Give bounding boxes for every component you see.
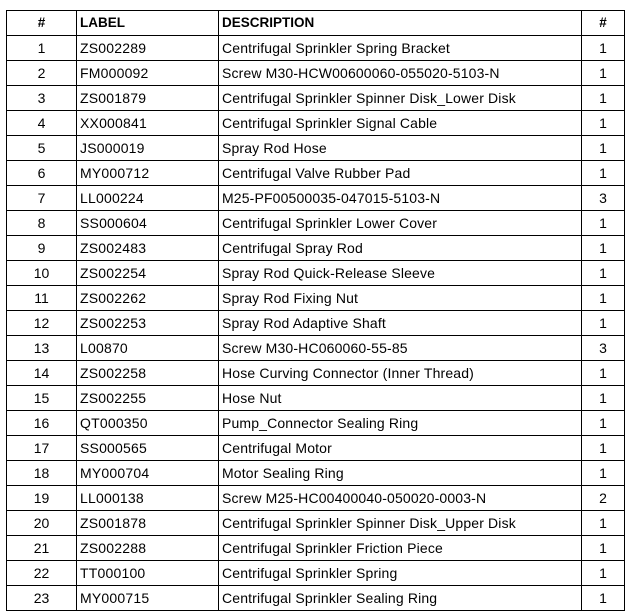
row-number: 17: [7, 436, 77, 461]
row-number: 14: [7, 361, 77, 386]
part-description: Centrifugal Sprinkler Spinner Disk_Lower Disk: [219, 86, 582, 111]
part-label: XX000841: [77, 111, 219, 136]
table-row: [7, 186, 625, 211]
table-row: [7, 411, 625, 436]
row-number: 18: [7, 461, 77, 486]
row-number: 12: [7, 311, 77, 336]
part-label: SS000565: [77, 436, 219, 461]
table-row: [7, 261, 625, 286]
table-row: [7, 336, 625, 361]
part-description: Spray Rod Adaptive Shaft: [219, 311, 582, 336]
part-label: ZS002483: [77, 236, 219, 261]
row-number: 7: [7, 186, 77, 211]
row-number: 19: [7, 486, 77, 511]
table-row: [7, 461, 625, 486]
table-header: [7, 11, 625, 36]
part-label: ZS002258: [77, 361, 219, 386]
row-number: 9: [7, 236, 77, 261]
table-row: [7, 286, 625, 311]
part-quantity: 1: [582, 311, 625, 336]
table-row: [7, 211, 625, 236]
row-number: 15: [7, 386, 77, 411]
part-label: QT000350: [77, 411, 219, 436]
part-quantity: 1: [582, 511, 625, 536]
row-number: 3: [7, 86, 77, 111]
part-description: Centrifugal Sprinkler Spring Bracket: [219, 36, 582, 61]
row-number: 8: [7, 211, 77, 236]
part-quantity: 1: [582, 111, 625, 136]
part-quantity: 3: [582, 336, 625, 361]
part-label: ZS002254: [77, 261, 219, 286]
part-label: ZS002288: [77, 536, 219, 561]
part-description: Centrifugal Sprinkler Lower Cover: [219, 211, 582, 236]
table-row: [7, 511, 625, 536]
table-row: [7, 161, 625, 186]
part-label: ZS001878: [77, 511, 219, 536]
part-label: JS000019: [77, 136, 219, 161]
part-description: Centrifugal Sprinkler Sealing Ring: [219, 586, 582, 611]
part-description: Motor Sealing Ring: [219, 461, 582, 486]
part-description: Centrifugal Sprinkler Friction Piece: [219, 536, 582, 561]
part-quantity: 1: [582, 561, 625, 586]
part-quantity: 1: [582, 211, 625, 236]
row-number: 16: [7, 411, 77, 436]
part-description: Centrifugal Sprinkler Signal Cable: [219, 111, 582, 136]
table-row: [7, 36, 625, 61]
parts-table: [6, 10, 625, 611]
part-description: Spray Rod Fixing Nut: [219, 286, 582, 311]
part-label: LL000138: [77, 486, 219, 511]
row-number: 5: [7, 136, 77, 161]
part-label: ZS002255: [77, 386, 219, 411]
part-description: Pump_Connector Sealing Ring: [219, 411, 582, 436]
part-description: Centrifugal Spray Rod: [219, 236, 582, 261]
part-quantity: 1: [582, 136, 625, 161]
part-quantity: 1: [582, 236, 625, 261]
part-label: ZS002253: [77, 311, 219, 336]
row-number: 13: [7, 336, 77, 361]
part-description: Centrifugal Sprinkler Spring: [219, 561, 582, 586]
part-label: TT000100: [77, 561, 219, 586]
part-description: Centrifugal Valve Rubber Pad: [219, 161, 582, 186]
row-number: 6: [7, 161, 77, 186]
table-row: [7, 486, 625, 511]
header-description: DESCRIPTION: [219, 11, 582, 36]
table-row: [7, 561, 625, 586]
part-quantity: 1: [582, 586, 625, 611]
part-quantity: 1: [582, 361, 625, 386]
table-row: [7, 61, 625, 86]
row-number: 4: [7, 111, 77, 136]
part-quantity: 2: [582, 486, 625, 511]
part-quantity: 1: [582, 36, 625, 61]
part-label: FM000092: [77, 61, 219, 86]
part-description: Hose Nut: [219, 386, 582, 411]
table-row: [7, 86, 625, 111]
table-row: [7, 236, 625, 261]
part-quantity: 1: [582, 386, 625, 411]
part-label: LL000224: [77, 186, 219, 211]
part-label: ZS002262: [77, 286, 219, 311]
row-number: 23: [7, 586, 77, 611]
header-row: [7, 11, 625, 36]
part-quantity: 1: [582, 261, 625, 286]
part-quantity: 1: [582, 161, 625, 186]
header-quantity: #: [582, 11, 625, 36]
part-label: ZS002289: [77, 36, 219, 61]
table-row: [7, 111, 625, 136]
table-row: [7, 436, 625, 461]
part-label: MY000704: [77, 461, 219, 486]
part-quantity: 3: [582, 186, 625, 211]
table-row: [7, 536, 625, 561]
header-number: #: [7, 11, 77, 36]
part-quantity: 1: [582, 436, 625, 461]
part-quantity: 1: [582, 61, 625, 86]
part-quantity: 1: [582, 86, 625, 111]
part-description: Screw M30-HC060060-55-85: [219, 336, 582, 361]
part-label: ZS001879: [77, 86, 219, 111]
table-row: [7, 586, 625, 611]
part-label: L00870: [77, 336, 219, 361]
row-number: 20: [7, 511, 77, 536]
row-number: 21: [7, 536, 77, 561]
part-description: Centrifugal Sprinkler Spinner Disk_Upper Disk: [219, 511, 582, 536]
part-description: Centrifugal Motor: [219, 436, 582, 461]
part-label: SS000604: [77, 211, 219, 236]
table-row: [7, 361, 625, 386]
part-quantity: 1: [582, 536, 625, 561]
table-row: [7, 311, 625, 336]
row-number: 1: [7, 36, 77, 61]
header-label: LABEL: [77, 11, 219, 36]
part-description: Hose Curving Connector (Inner Thread): [219, 361, 582, 386]
part-description: Screw M30-HCW00600060-055020-5103-N: [219, 61, 582, 86]
table-body: [7, 36, 625, 611]
part-quantity: 1: [582, 461, 625, 486]
table-row: [7, 136, 625, 161]
part-description: Screw M25-HC00400040-050020-0003-N: [219, 486, 582, 511]
row-number: 11: [7, 286, 77, 311]
table-row: [7, 386, 625, 411]
row-number: 10: [7, 261, 77, 286]
row-number: 2: [7, 61, 77, 86]
part-quantity: 1: [582, 286, 625, 311]
row-number: 22: [7, 561, 77, 586]
part-quantity: 1: [582, 411, 625, 436]
part-description: M25-PF00500035-047015-5103-N: [219, 186, 582, 211]
part-label: MY000715: [77, 586, 219, 611]
part-description: Spray Rod Hose: [219, 136, 582, 161]
part-label: MY000712: [77, 161, 219, 186]
part-description: Spray Rod Quick-Release Sleeve: [219, 261, 582, 286]
